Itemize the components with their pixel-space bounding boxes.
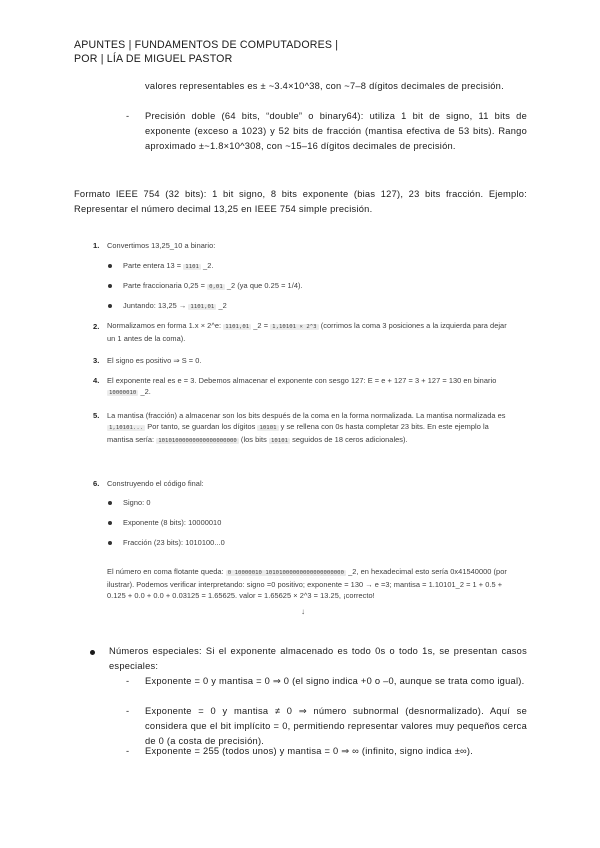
final-code-paragraph: El número en coma flotante queda: 0 10000010 10101000000000000000000 _2, en hexadecimal esto sería 0x41540000 (por ilustrar). Podemos verificar interpretando: signo =0 positivo; exponente = 130 → e =3; mantisa = 1.10101_2 = 1 + 0.5 + 0.125 + 0.0 + 0.0 + 0.03125 = 1.65625. valor = 1.65625 × 2^3 = 13.25, ¡correcto!	[107, 567, 507, 600]
special-numbers-title: Números especiales: Si el exponente almacenado es todo 0s o todo 1s, se presentan casos especiales:	[109, 646, 527, 671]
bullet-dot	[108, 521, 112, 525]
step-3-number: 3.	[93, 356, 100, 365]
list-dash: -	[126, 676, 130, 686]
special-item-infinity: Exponente = 255 (todos unos) y mantisa = 0 ⇒ ∞ (infinito, signo indica ±∞).	[145, 746, 474, 756]
step-6-text: Construyendo el código final:	[107, 479, 204, 488]
step-6-bullet-exponent: Exponente (8 bits): 10000010	[123, 518, 222, 527]
list-dash: -	[126, 706, 130, 716]
step-3-text: El signo es positivo ⇒ S = 0.	[107, 356, 202, 365]
bullet-dot	[108, 541, 112, 545]
step-4-text: El exponente real es e = 3. Debemos almacenar el exponente con sesgo 127: E = e + 127 = 3 + 127 = 130 en binario 10000010 _2.	[107, 376, 497, 396]
bullet-dot	[108, 284, 112, 288]
special-item-zero: Exponente = 0 y mantisa = 0 ⇒ 0 (el signo indica +0 o –0, aunque se trata como igual).	[145, 676, 525, 686]
step-1-text: Convertimos 13,25_10 a binario:	[107, 241, 216, 250]
list-dash: -	[126, 111, 130, 121]
step-2-number: 2.	[93, 322, 100, 331]
step-6-number: 6.	[93, 479, 100, 488]
bullet-dot	[108, 501, 112, 505]
step-1-bullet-joined: Juntando: 13,25 → 1101,01 _2	[123, 301, 227, 310]
step-6-bullet-fraction: Fracción (23 bits): 1010100...0	[123, 538, 225, 547]
scroll-down-arrow-icon[interactable]: ↓	[301, 607, 305, 616]
list-dash: -	[126, 746, 130, 756]
header-line-2: POR | LÍA DE MIGUEL PASTOR	[74, 53, 233, 65]
step-2-text: Normalizamos en forma 1.x × 2^e: 1101,01 _2 = 1,10101 × 2^3 (corrimos la coma 3 posiciones a la izquierda para dejar un 1 antes de la coma).	[107, 321, 507, 343]
document-header	[74, 38, 338, 66]
step-6-bullet-sign: Signo: 0	[123, 498, 151, 507]
single-precision-continuation: valores representables es ± ~3.4×10^38, con ~7–8 dígitos decimales de precisión.	[145, 81, 504, 91]
double-precision-item: Precisión doble (64 bits, “double” o binary64): utiliza 1 bit de signo, 11 bits de exponente (exceso a 1023) y 52 bits de fracción (mantisa efectiva de 53 bits). Rango aproximado ±~1.8×10^308, con ~15–16 dígitos decimales de precisión.	[145, 111, 527, 151]
step-5-number: 5.	[93, 411, 100, 420]
step-1-number: 1.	[93, 241, 100, 250]
special-item-subnormal: Exponente = 0 y mantisa ≠ 0 ⇒ número subnormal (desnormalizado). Aquí se considera que el bit implícito = 0, permitiendo representar valores muy pequeños cerca de 0 (a costa de precisión).	[145, 706, 527, 746]
bullet-dot	[108, 264, 112, 268]
step-1-bullet-fraction: Parte fraccionaria 0,25 = 0,01 _2 (ya que 0.25 = 1/4).	[123, 281, 303, 290]
ieee754-intro-paragraph: Formato IEEE 754 (32 bits): 1 bit signo, 8 bits exponente (bias 127), 23 bits fracción. Ejemplo: Representar el número decimal 13,25 en IEEE 754 simple precisión.	[74, 189, 527, 214]
header-line-1: APUNTES | FUNDAMENTOS DE COMPUTADORES |	[74, 39, 339, 51]
bullet-dot	[108, 304, 112, 308]
bullet-dot	[90, 650, 95, 655]
step-1-bullet-integer: Parte entera 13 = 1101 _2.	[123, 261, 214, 270]
step-4-number: 4.	[93, 376, 100, 385]
step-5-text: La mantisa (fracción) a almacenar son los bits después de la coma en la forma normalizada. La mantisa normalizada es 1,10101... Por tanto, se guardan los dígitos 10101 y se rellena con 0s hasta completar 23 bits. En este ejemplo la mantisa sería: 10101000000000000000000 (los bits 10101 seguidos de 18 ceros adicionales).	[107, 411, 506, 444]
